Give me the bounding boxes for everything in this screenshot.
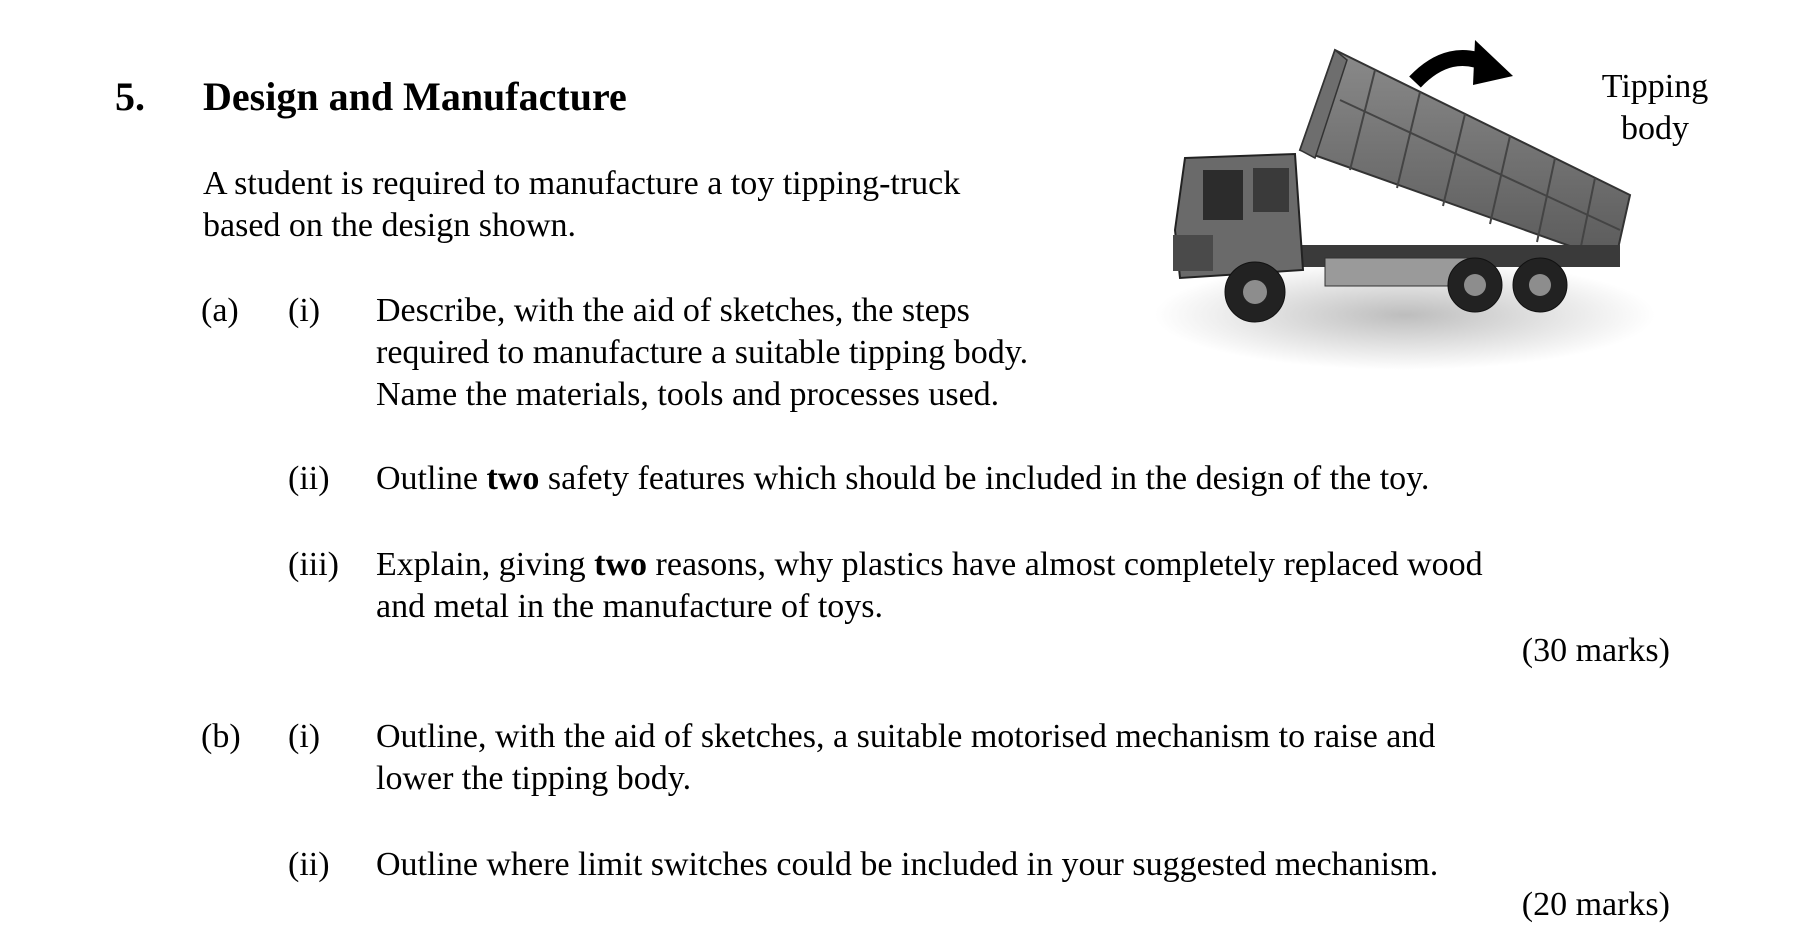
text-line: and metal in the manufacture of toys. xyxy=(376,588,883,625)
part-b-i-label: (i) xyxy=(288,718,321,755)
emphasis-text: two xyxy=(594,546,648,583)
part-a-iii-text xyxy=(376,544,1483,628)
part-b-ii-text: Outline where limit switches could be included in your suggested mechanism. xyxy=(376,846,1439,883)
part-b-label: (b) xyxy=(201,718,241,755)
part-a-i-text xyxy=(376,290,1028,416)
text-segment: Explain, giving xyxy=(376,546,595,583)
tipping-truck-image xyxy=(1135,30,1655,376)
text-line: Describe, with the aid of sketches, the steps xyxy=(376,292,970,329)
part-a-ii-label: (ii) xyxy=(288,460,330,497)
part-b-marks: (20 marks) xyxy=(1521,886,1670,923)
part-a-ii-text xyxy=(376,458,1429,500)
intro-line: A student is required to manufacture a toy tipping-truck xyxy=(203,165,961,202)
text-segment: safety features which should be included in the design of the toy. xyxy=(539,460,1430,497)
text-segment: reasons, why plastics have almost completely replaced wood xyxy=(647,546,1483,583)
text-line: Outline, with the aid of sketches, a suitable motorised mechanism to raise and xyxy=(376,718,1436,755)
part-a-marks: (30 marks) xyxy=(1521,632,1670,669)
part-a-i-label: (i) xyxy=(288,292,321,329)
text-line: Name the materials, tools and processes used. xyxy=(376,376,1000,413)
question-title: Design and Manufacture xyxy=(203,74,627,119)
text-line: lower the tipping body. xyxy=(376,760,692,797)
tipping-label-line: body xyxy=(1621,110,1689,147)
text-line: required to manufacture a suitable tipping body. xyxy=(376,334,1029,371)
text-segment: Outline xyxy=(376,460,487,497)
question-intro xyxy=(203,163,960,247)
truck-illustration xyxy=(1135,30,1655,376)
question-number: 5. xyxy=(115,74,145,119)
tipping-body-label xyxy=(1580,66,1730,150)
part-a-iii-label: (iii) xyxy=(288,546,339,583)
text-line xyxy=(376,544,1483,586)
tipping-label-line: Tipping xyxy=(1601,68,1709,105)
part-b-i-text xyxy=(376,716,1435,800)
part-a-label: (a) xyxy=(201,292,239,329)
intro-line: based on the design shown. xyxy=(203,207,577,244)
emphasis-text: two xyxy=(486,460,540,497)
part-b-ii-label: (ii) xyxy=(288,846,330,883)
